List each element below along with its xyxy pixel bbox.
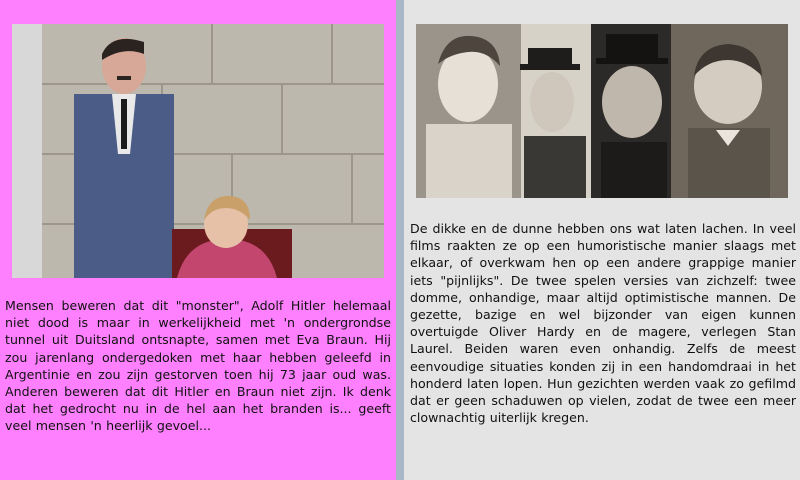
photo-laurel-and-hardy-young-and-old-icon bbox=[416, 24, 788, 198]
laurel-hardy-paragraph: De dikke en de dunne hebben ons wat laten lachen. In veel films raakten ze op een humoristische manier slaags met elkaar, of overkwam hen op een andere grappige manier iets "pijnlijks". De twee spelen versies van zichzelf: twee domme, onhandige, maar altijd optimistische mannen. De gezette, bazige en wel bijzonder van eigen kunnen overtuigde Oliver Hardy en de magere, verlegen Stan Laurel. Beiden waren even onhandig. Zelfs de meest eenvoudige situaties konden zij in een handomdraai in het honderd laten lopen. Hun gezichten werden vaak zo gefilmd dat er geen schaduwen op vielen, zodat de twee een meer clownachtig uiterlijk kregen. bbox=[410, 221, 796, 426]
laurel-hardy-photo bbox=[416, 24, 788, 198]
photo-hitler-and-eva-braun-icon bbox=[12, 24, 384, 278]
panel-divider bbox=[396, 0, 404, 480]
hitler-paragraph: Mensen beweren dat dit "monster", Adolf Hitler helemaal niet dood is maar in werkelijkheid met 'n ondergrondse tunnel uit Duitsland ontsnapte, samen met Eva Braun. Hij zou jarenlang ondergedoken met haar hebben geleefd in Argentinie en zou zijn gestorven toen hij 73 jaar oud was. Anderen beweren dat dit Hitler en Braun niet zijn. Ik denk dat het gedrocht nu in de hel aan het branden is... geeft veel mensen 'n heerlijk gevoel... bbox=[5, 298, 391, 434]
right-panel bbox=[404, 0, 800, 480]
hitler-braun-photo bbox=[12, 24, 384, 278]
left-panel bbox=[0, 0, 396, 480]
